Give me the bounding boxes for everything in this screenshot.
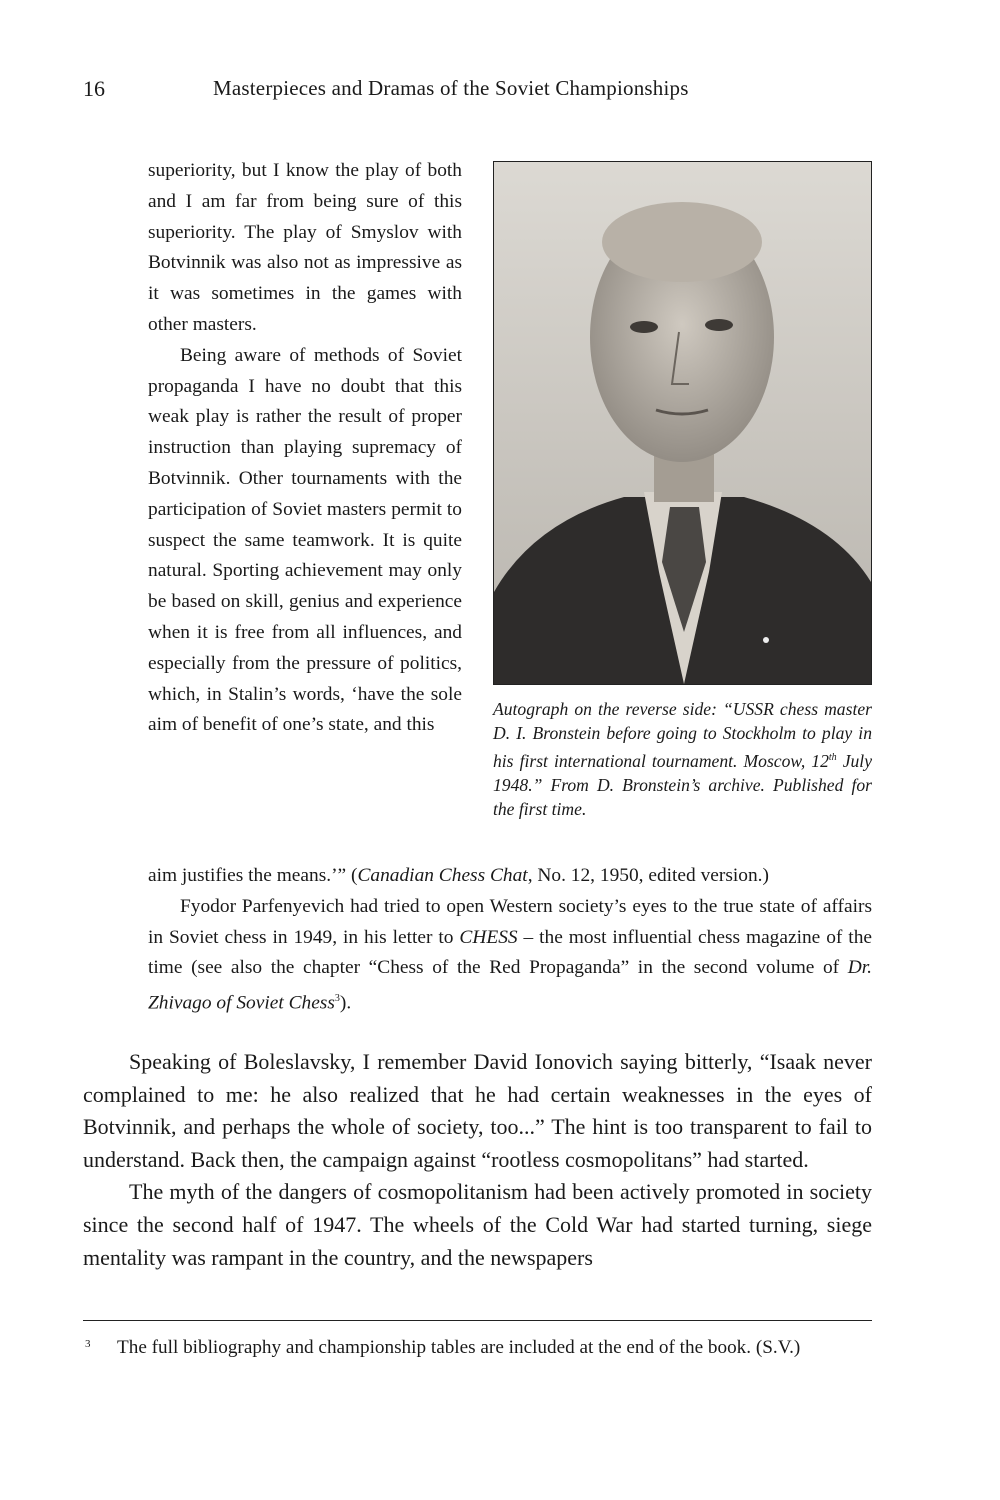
quote-paragraph-1: superiority, but I know the play of both and I am far from being sure of this superiority. The play of Smyslov with Botvinnik was also not as impressive as it was sometimes in the games with other masters. (148, 160, 462, 335)
quote-continuation (148, 861, 872, 1019)
caption-text-a: Autograph on the reverse side: “USSR chess master D. I. Bronstein before going to Stockholm to play in his first international tournament. Moscow, 12 (493, 699, 872, 771)
portrait-illustration (494, 162, 871, 684)
footnote-divider (83, 1320, 872, 1321)
footnote-text: The full bibliography and championship tables are included at the end of the book. (S.V.) (117, 1337, 801, 1358)
magazine-title: CHESS (459, 926, 518, 948)
quote-column (148, 156, 462, 741)
portrait-photo (493, 161, 872, 685)
quote-cont-text: aim justifies the means.’” ( (148, 865, 358, 886)
source-details: , No. 12, 1950, edited version.) (527, 865, 769, 886)
main-paragraph-2: The myth of the dangers of cosmopolitanism had been actively promoted in society since the second half of 1947. The wheels of the Cold War had started turning, siege mentality was rampant in the country, and the newspapers (83, 1179, 872, 1270)
p3-end: ). (339, 992, 352, 1014)
source-title: Canadian Chess Chat (357, 865, 528, 886)
caption-text-b: July 1948.” From D. Bronstein’s archive. Published for the first time. (493, 750, 873, 820)
footnote-number: 3 (85, 1338, 91, 1350)
running-header: Masterpieces and Dramas of the Soviet Championships (213, 76, 689, 100)
photo-caption (493, 697, 872, 822)
page-number: 16 (83, 76, 105, 101)
caption-ordinal: th (828, 751, 837, 763)
quote-paragraph-2-end (148, 861, 872, 892)
book-title: Dr. Zhivago of Soviet Chess (148, 957, 872, 1014)
p3-start: Fyodor Parfenyevich had tried to open Western society’s eyes to the true state of affairs in Soviet chess in 1949, in his letter to (148, 895, 872, 948)
quote-paragraph-3 (148, 892, 872, 1020)
main-paragraph-1: Speaking of Boleslavsky, I remember David Ionovich saying bitterly, “Isaak never complained to me: he also realized that he had certain weaknesses in the eyes of Botvinnik, and perhaps the whole of society, too...” The hint is too transparent to fail to understand. Back then, the campaign against “rootless cosmopolitans” had started. (83, 1049, 872, 1172)
quote-paragraph-2: Being aware of methods of Soviet propaganda I have no doubt that this weak play is rather the result of proper instruction than playing supremacy of Botvinnik. Other tournaments with the participation of Soviet masters permit to suspect the same teamwork. It is quite natural. Sporting achievement may only be based on skill, genius and experience when it is free from all influences, and especially from the pressure of politics, which, in Stalin’s words, ‘have the sole aim of benefit of one’s state, and this (148, 344, 462, 736)
main-text (83, 1046, 872, 1274)
footnote-ref: 3 (334, 993, 340, 1005)
p3-mid: – the most influential chess magazine of the time (see also the chapter “Chess of the Red Propaganda” in the second volume of (148, 926, 872, 979)
